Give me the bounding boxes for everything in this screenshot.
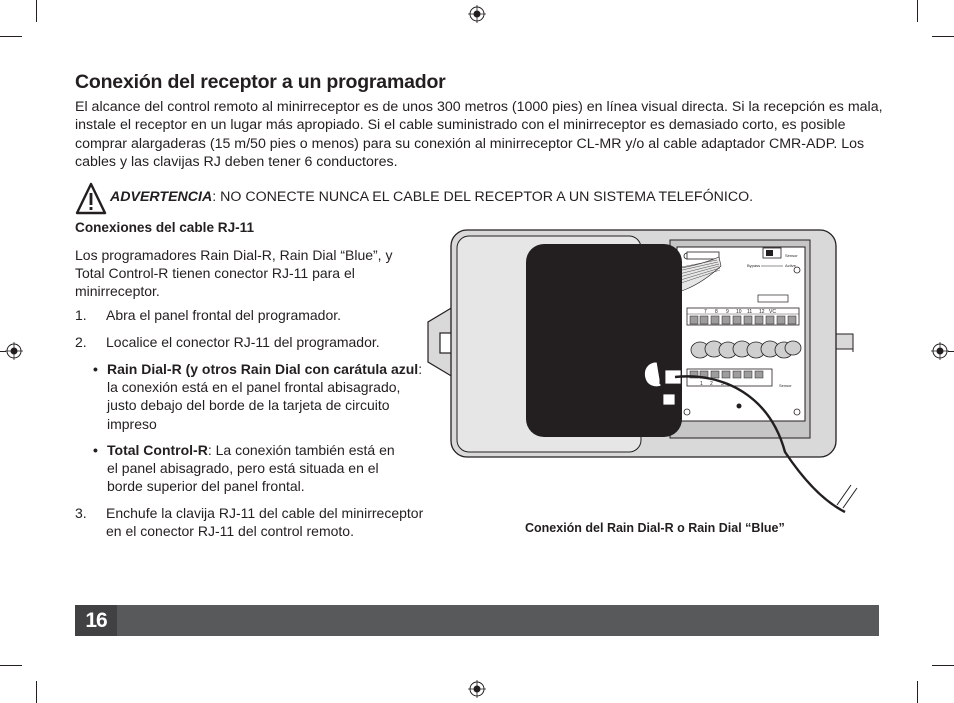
- crop-mark: [36, 0, 37, 22]
- warning-label: ADVERTENCIA: [110, 189, 213, 205]
- section-intro: Los programadores Rain Dial-R, Rain Dial “Blue”, y Total Control-R tienen conector RJ-11 para el minirreceptor.: [75, 247, 393, 300]
- warning-triangle-icon: [75, 182, 107, 216]
- terminal-label: 1: [700, 381, 703, 387]
- step-number: 1.: [75, 307, 87, 323]
- warning-text: [110, 189, 753, 205]
- crop-mark: [917, 681, 918, 703]
- terminal-label: 10: [736, 309, 742, 315]
- registration-mark-icon: [931, 342, 949, 360]
- controller-illustration: [425, 222, 865, 522]
- step-text: Abra el panel frontal del programador.: [106, 307, 342, 323]
- bullet-body: : la conexión está en el panel frontal abisagrado, justo debajo del borde de la tarjeta de circuito impreso: [107, 361, 423, 432]
- crop-mark: [917, 0, 918, 22]
- bullet-dot: •: [93, 361, 98, 377]
- crop-mark: [932, 36, 954, 37]
- terminal-label: 12: [759, 309, 765, 315]
- warning-message: : NO CONECTE NUNCA EL CABLE DEL RECEPTOR A UN SISTEMA TELEFÓNICO.: [212, 189, 754, 205]
- terminal-label: 3: [721, 381, 724, 387]
- bullet-dot: •: [93, 442, 98, 458]
- figure-caption: Conexión del Rain Dial-R o Rain Dial “Blue”: [525, 521, 785, 535]
- step-number: 3.: [75, 505, 87, 521]
- page-number: 16: [75, 605, 117, 636]
- bullet-bold: Total Control-R: [107, 442, 208, 458]
- step-number: 2.: [75, 334, 87, 350]
- bullet-text: [107, 360, 427, 433]
- crop-mark: [0, 665, 22, 666]
- bullet-bold: Rain Dial-R (y otros Rain Dial con carátula azul: [107, 361, 419, 377]
- registration-mark-icon: [468, 5, 486, 23]
- bypass-label: Bypass: [747, 263, 761, 268]
- page-title: Conexión del receptor a un programador: [75, 71, 446, 93]
- terminal-label: 2: [710, 381, 713, 387]
- crop-mark: [0, 36, 22, 37]
- step-text: Enchufe la clavija RJ-11 del cable del minirreceptor en el conector RJ-11 del control remoto.: [106, 505, 424, 540]
- crop-mark: [36, 681, 37, 703]
- terminal-label: 8: [715, 309, 718, 315]
- step-text: Localice el conector RJ-11 del programador.: [106, 334, 380, 350]
- terminal-label: VC: [769, 309, 776, 315]
- intro-paragraph: El alcance del control remoto al minirreceptor es de unos 300 metros (1000 pies) en línea visual directa. Si la recepción es mala, instale el receptor en un lugar más apropiado. Si el cable suministrado con el minirreceptor es demasiado corto, es posible comprar alargaderas (15 m/50 pies o menos) para su conexión al minirreceptor CL-MR y/o al cable adaptador CMR-ADP. Los cables y las clavijas RJ deben tener 6 conductores.: [75, 99, 883, 170]
- bullet-text: [107, 441, 407, 496]
- sensor-bottom-label: Sensor: [779, 383, 792, 388]
- active-label: Active: [785, 263, 796, 268]
- registration-mark-icon: [5, 342, 23, 360]
- section-heading: Conexiones del cable RJ-11: [75, 220, 255, 235]
- sensor-label: Sensor: [785, 253, 798, 258]
- terminal-label: 7: [704, 309, 707, 315]
- terminal-label: 9: [726, 309, 729, 315]
- terminal-label: 11: [747, 309, 753, 315]
- registration-mark-icon: [468, 680, 486, 698]
- crop-mark: [932, 665, 954, 666]
- bullet-body: : La conexión también está en el panel abisagrado, pero está situada en el borde superior del panel frontal.: [107, 442, 395, 495]
- footer-bar: [75, 605, 879, 636]
